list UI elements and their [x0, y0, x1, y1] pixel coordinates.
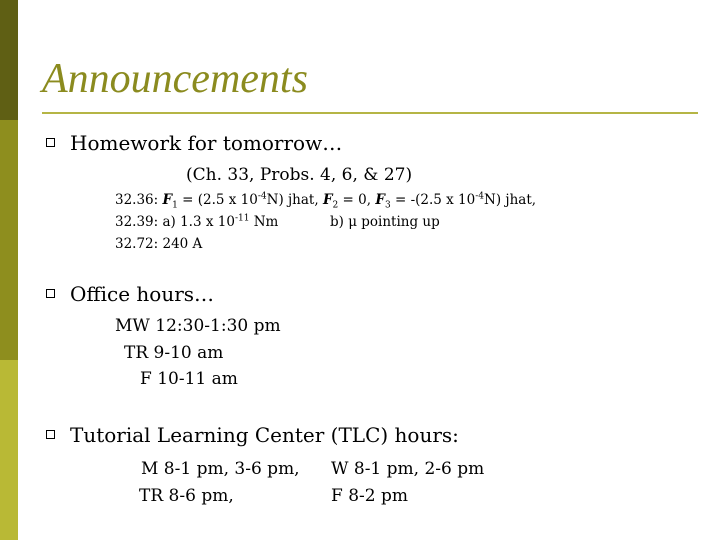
text-run: Nm: [249, 214, 279, 230]
homework-problem-32-39-b: b) μ pointing up: [330, 214, 440, 230]
problem-label: 32.36:: [115, 192, 163, 208]
homework-problem-32-39-a: [115, 213, 279, 230]
exponent: -11: [234, 213, 250, 224]
tlc-heading: Tutorial Learning Center (TLC) hours:: [70, 423, 459, 447]
force-symbol: F: [375, 192, 385, 208]
sidebar-accent-bar: [0, 0, 18, 540]
text-run: = 0,: [338, 192, 376, 208]
text-run: = (2.5 x 10: [177, 192, 258, 208]
sidebar-segment-mid: [0, 120, 18, 360]
homework-chapter: (Ch. 33, Probs. 4, 6, & 27): [186, 165, 413, 185]
office-hours-f: F 10-11 am: [140, 369, 238, 389]
page-title: Announcements: [42, 56, 308, 102]
subscript: 1: [172, 200, 178, 211]
homework-heading: Homework for tomorrow…: [70, 131, 343, 155]
text-run: N) jhat,: [266, 192, 323, 208]
text-run: 32.39: a) 1.3 x 10: [115, 214, 235, 230]
exponent: -4: [257, 191, 267, 202]
square-bullet-icon: [46, 138, 55, 147]
title-divider: [42, 112, 698, 114]
sidebar-segment-light: [0, 360, 18, 540]
force-symbol: F: [162, 192, 173, 208]
tlc-hours-w: W 8-1 pm, 2-6 pm: [331, 459, 485, 479]
office-hours-heading: Office hours…: [70, 282, 215, 306]
office-hours-tr: TR 9-10 am: [124, 343, 224, 363]
tlc-hours-tr: TR 8-6 pm,: [139, 486, 234, 506]
office-hours-mw: MW 12:30-1:30 pm: [115, 316, 281, 336]
text-run: N) jhat,: [484, 192, 537, 208]
square-bullet-icon: [46, 430, 55, 439]
sidebar-segment-dark: [0, 0, 18, 120]
force-symbol: F: [322, 192, 333, 208]
subscript: 3: [384, 200, 391, 211]
subscript: 2: [332, 200, 339, 211]
homework-problem-32-36: [115, 191, 537, 211]
exponent: -4: [475, 191, 485, 202]
homework-problem-32-72: 32.72: 240 A: [115, 236, 203, 252]
tlc-hours-f: F 8-2 pm: [331, 486, 408, 506]
square-bullet-icon: [46, 289, 55, 298]
tlc-hours-m: M 8-1 pm, 3-6 pm,: [141, 459, 300, 479]
text-run: = -(2.5 x 10: [390, 192, 476, 208]
